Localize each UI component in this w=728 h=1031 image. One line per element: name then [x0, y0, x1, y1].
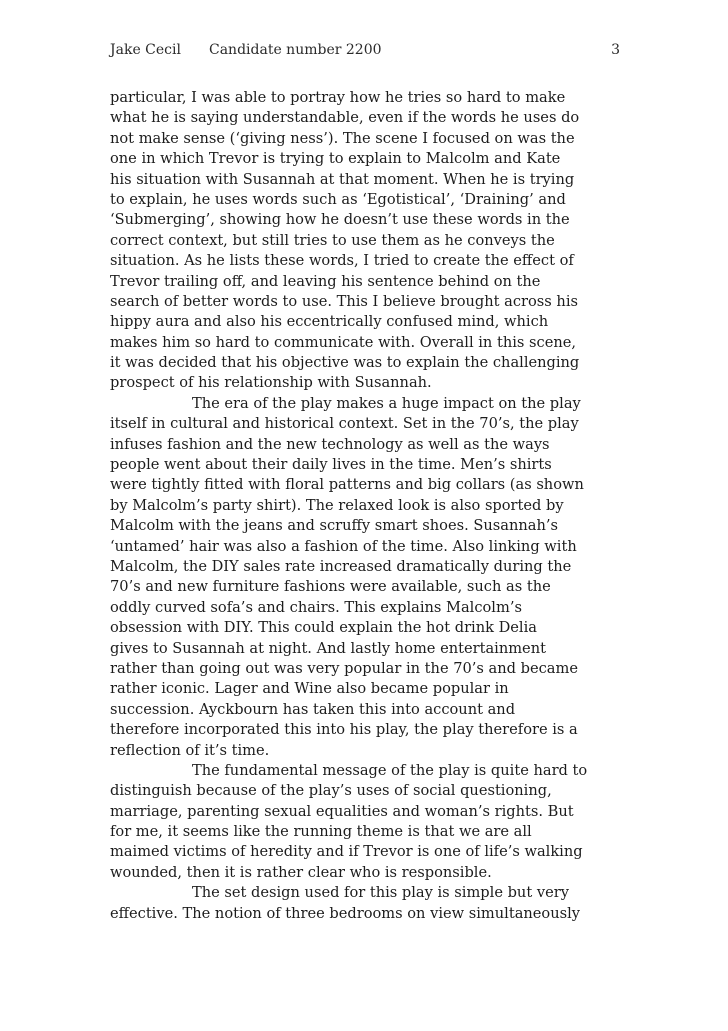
- text-line: it was decided that his objective was to explain the challenging: [110, 354, 580, 372]
- text-line: rather iconic. Lager and Wine also became popular in: [110, 680, 509, 698]
- text-line: infuses fashion and the new technology as well as the ways: [110, 435, 550, 453]
- text-line: 70’s and new furniture fashions were available, such as the: [110, 578, 551, 596]
- text-line: one in which Trevor is trying to explain to Malcolm and Kate: [110, 150, 561, 168]
- text-line: makes him so hard to communicate with. Overall in this scene,: [110, 333, 577, 351]
- text-line: correct context, but still tries to use them as he conveys the: [110, 231, 555, 249]
- text-line: situation. As he lists these words, I tried to create the effect of: [110, 252, 574, 270]
- text-line: oddly curved sofa’s and chairs. This explains Malcolm’s: [110, 598, 522, 616]
- paragraph-start-line: The set design used for this play is simple but very: [192, 884, 569, 902]
- page-header: [110, 42, 620, 64]
- text-line: distinguish because of the play’s uses of social questioning,: [110, 782, 552, 800]
- candidate-number: Candidate number 2200: [209, 42, 382, 58]
- text-line: maimed victims of heredity and if Trevor is one of life’s walking: [110, 843, 583, 861]
- text-line: by Malcolm’s party shirt). The relaxed look is also sported by: [110, 496, 564, 514]
- text-line: marriage, parenting sexual equalities and woman’s rights. But: [110, 802, 574, 820]
- text-line: therefore incorporated this into his play, the play therefore is a: [110, 721, 578, 739]
- text-line: reflection of it’s time.: [110, 741, 270, 759]
- text-line: particular, I was able to portray how he tries so hard to make: [110, 89, 566, 106]
- author-name: Jake Cecil: [110, 42, 181, 58]
- text-line: itself in cultural and historical context. Set in the 70’s, the play: [110, 415, 579, 433]
- text-line: ‘untamed’ hair was also a fashion of the time. Also linking with: [110, 537, 577, 555]
- text-line: his situation with Susannah at that moment. When he is trying: [110, 170, 575, 188]
- text-line: Malcolm with the jeans and scruffy smart shoes. Susannah’s: [110, 517, 558, 535]
- text-line: wounded, then it is rather clear who is responsible.: [110, 863, 492, 881]
- text-line: rather than going out was very popular in the 70’s and became: [110, 659, 578, 677]
- text-line: to explain, he uses words such as ‘Egotistical’, ‘Draining’ and: [110, 190, 566, 208]
- text-line: effective. The notion of three bedrooms on view simultaneously: [110, 904, 581, 922]
- text-line: ‘Submerging’, showing how he doesn’t use these words in the: [110, 211, 570, 229]
- page-number: 3: [611, 42, 620, 58]
- text-line: succession. Ayckbourn has taken this into account and: [110, 700, 516, 718]
- text-line: were tightly fitted with floral patterns and big collars (as shown: [110, 476, 584, 494]
- text-line: obsession with DIY. This could explain the hot drink Delia: [110, 619, 537, 637]
- text-line: people went about their daily lives in the time. Men’s shirts: [110, 456, 552, 474]
- essay-body: [110, 88, 630, 924]
- text-line: Malcolm, the DIY sales rate increased dramatically during the: [110, 557, 572, 575]
- text-line: search of better words to use. This I believe brought across his: [110, 292, 578, 310]
- text-line: what he is saying understandable, even if the words he uses do: [110, 109, 580, 127]
- text-line: for me, it seems like the running theme is that we are all: [110, 823, 532, 841]
- text-line: prospect of his relationship with Susannah.: [110, 374, 432, 392]
- text-line: gives to Susannah at night. And lastly home entertainment: [110, 639, 546, 657]
- text-line: Trevor trailing off, and leaving his sentence behind on the: [110, 272, 541, 290]
- paragraph-start-line: The era of the play makes a huge impact on the play: [192, 394, 581, 412]
- paragraph-start-line: The fundamental message of the play is quite hard to: [192, 761, 588, 779]
- text-line: hippy aura and also his eccentrically confused mind, which: [110, 313, 549, 331]
- text-line: not make sense (‘giving ness’). The scene I focused on was the: [110, 129, 575, 147]
